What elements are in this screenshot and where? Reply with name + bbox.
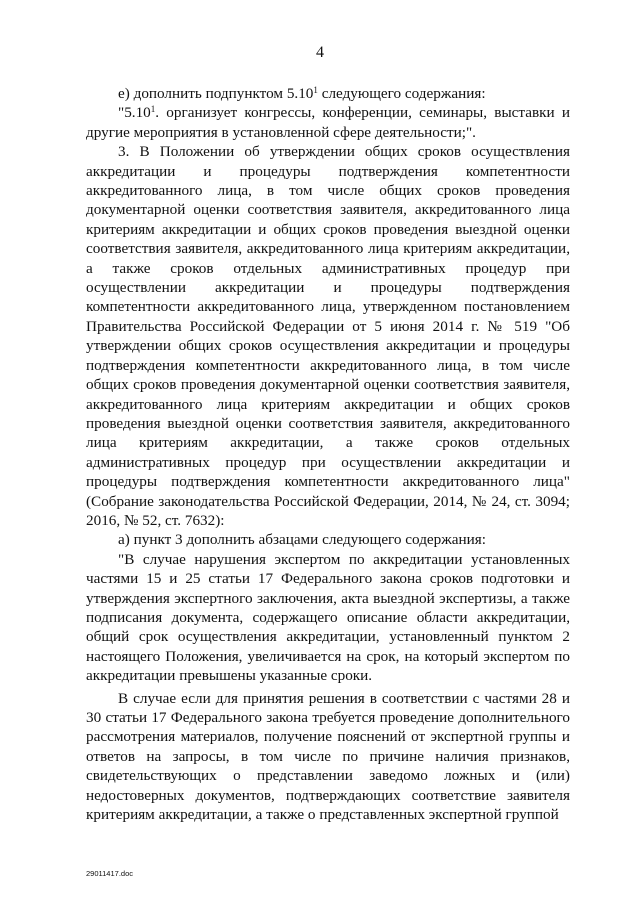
paragraph-text: . организует конгрессы, конференции, семинары, выставки и другие мероприятия в установленной сфере деятельности;". xyxy=(86,104,570,141)
paragraph-subitem-a: а) пункт 3 дополнить абзацами следующего содержания: xyxy=(118,531,486,549)
paragraph-text: следующего содержания: xyxy=(317,85,486,102)
page-number: 4 xyxy=(316,44,324,61)
paragraph-amend-e xyxy=(86,84,570,103)
paragraph-quote-expert-violation: "В случае нарушения экспертом по аккредитации установленных частями 15 и 25 статьи 17 Федерального закона сроков подготовки и утверждения экспертного заключения, акта выездной экспертизы, а также подписания документа, содержащего описание области аккредитации, общий срок осуществления аккредитации, установленный пунктом 2 настоящего Положения, увеличивается на срок, на который экспертом по аккредитации превышены указанные сроки. xyxy=(86,550,570,685)
paragraph-item-3: 3. В Положении об утверждении общих сроков осуществления аккредитации и процедуры подтверждения компетентности аккредитованного лица, в том числе общих сроков проведения документарной оценки соответствия заявителя, аккредитованного лица критериям аккредитации и общих сроков проведения выездной оценки соответствия заявителя, аккредитованного лица критериям аккредитации, а также сроков отдельных административных процедур при осуществлении аккредитации и процедуры подтверждения компетентности аккредитованного лица, утвержденном постановлением Правительства Российской Федерации от 5 июня 2014 г. № 519 "Об утверждении общих сроков осуществления аккредитации и процедуры подтверждения компетентности аккредитованного лица, в том числе общих сроков проведения документарной оценки соответствия заявителя, аккредитованного лица критериям аккредитации и общих сроков проведения выездной оценки соответствия заявителя, аккредитованного лица критериям аккредитации, а также сроков отдельных административных процедур при осуществлении аккредитации и процедуры подтверждения компетентности аккредитованного лица" (Собрание законодательства Российской Федерации, 2014, № 24, ст. 3094; 2016, № 52, ст. 7632): xyxy=(86,143,570,529)
paragraph-quote-5-10-1 xyxy=(86,103,570,142)
document-body xyxy=(86,84,570,824)
superscript: 1 xyxy=(313,85,318,95)
paragraph-text: е) дополнить подпунктом 5.10 xyxy=(118,85,314,102)
superscript: 1 xyxy=(150,104,156,115)
file-code: 29011417.doc xyxy=(86,869,133,878)
paragraph-text: "5.10 xyxy=(118,104,151,122)
paragraph-additional-review: В случае если для принятия решения в соответствии с частями 28 и 30 статьи 17 Федерального закона требуется проведение дополнительного рассмотрения материалов, получение пояснений от экспертной группы и ответов на запросы, в том числе по причине наличия признаков, свидетельствующих о представлении заведомо ложных и (или) недостоверных документов, подтверждающих соответствие заявителя критериям аккредитации, а также о представленных экспертной группой xyxy=(86,689,570,824)
